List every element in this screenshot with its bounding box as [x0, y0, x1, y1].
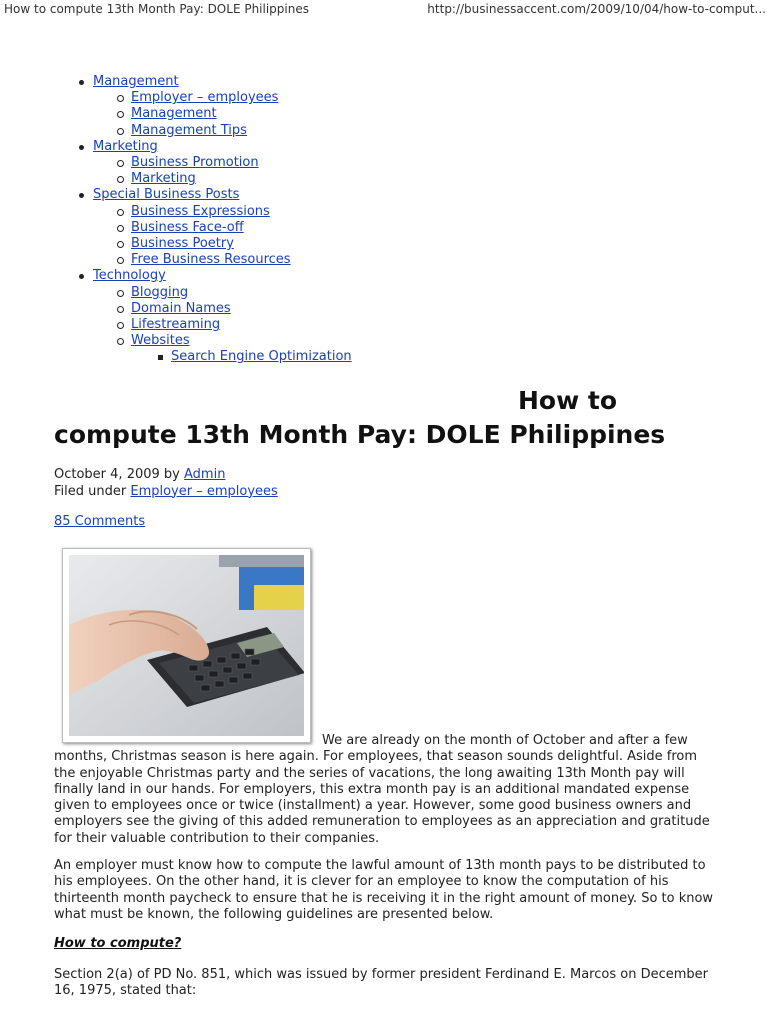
article-title-line1: How to [518, 386, 618, 415]
post-date-line [54, 467, 278, 484]
circle-bullet-icon [117, 176, 124, 183]
nav-link-business-promotion[interactable]: Business Promotion [131, 155, 259, 171]
nav-subitem [0, 317, 768, 333]
nav-link-websites[interactable]: Websites [131, 333, 190, 349]
author-link[interactable]: Admin [184, 467, 226, 482]
bullet-icon [79, 274, 84, 279]
nav-link-employer-employees[interactable]: Employer – employees [131, 90, 279, 106]
nav-link-free-business-resources[interactable]: Free Business Resources [131, 252, 291, 268]
nav-link-management[interactable]: Management [93, 74, 179, 89]
nav-subitem [0, 301, 768, 317]
post-date: October 4, 2009 [54, 467, 160, 482]
category-link[interactable]: Employer – employees [130, 483, 278, 499]
nav-link-lifestreaming[interactable]: Lifestreaming [131, 317, 221, 333]
paragraph-intro [54, 733, 716, 847]
page-header [0, 2, 768, 18]
nav-subitem [0, 285, 768, 301]
nav-subitem [0, 90, 768, 106]
calculator-photo [62, 548, 311, 743]
circle-bullet-icon [117, 209, 124, 216]
calculator-image [69, 555, 304, 736]
filed-under-line [54, 484, 278, 501]
nav-subitem [0, 333, 768, 349]
circle-bullet-icon [117, 160, 124, 167]
header-url: http://businessaccent.com/2009/10/04/how-to-comput... [427, 2, 766, 16]
how-to-compute-heading [54, 936, 181, 951]
circle-bullet-icon [117, 290, 124, 297]
header-title: How to compute 13th Month Pay: DOLE Philippines [4, 2, 309, 16]
circle-bullet-icon [117, 306, 124, 313]
article-title-line2: compute 13th Month Pay: DOLE Philippines [54, 420, 666, 449]
circle-bullet-icon [117, 128, 124, 135]
nav-subitem [0, 252, 768, 268]
nav-link-search-engine-optimization[interactable]: Search Engine Optimization [171, 349, 352, 365]
bullet-icon [79, 193, 84, 198]
circle-bullet-icon [117, 241, 124, 248]
category-nav [0, 74, 768, 366]
post-meta [54, 467, 278, 500]
post-by: by [163, 467, 180, 482]
nav-item-management [0, 74, 768, 90]
paragraph-section: Section 2(a) of PD No. 851, which was issued by former president Ferdinand E. Marcos on December 16, 1975, stated that: [54, 967, 708, 999]
bullet-icon [79, 80, 84, 85]
nav-link-business-poetry[interactable]: Business Poetry [131, 236, 234, 252]
nav-item-marketing [0, 139, 768, 155]
filed-under-label: Filed under [54, 483, 127, 499]
nav-subitem [0, 123, 768, 139]
nav-link-blogging[interactable]: Blogging [131, 284, 189, 300]
paragraph-computation: An employer must know how to compute the lawful amount of 13th month pays to be distributed to his employees. On the other hand, it is clever for an employee to know the computation of his thirteenth month paycheck to ensure that he is receiving it in the right amount of money. So to know what must be known, the following guidelines are presented below. [54, 858, 714, 922]
nav-subsubitem [0, 349, 768, 365]
nav-link-business-face-off[interactable]: Business Face-off [131, 219, 244, 235]
nav-link-special-business-posts[interactable]: Special Business Posts [93, 187, 240, 203]
circle-bullet-icon [117, 95, 124, 102]
paragraph-intro-text: We are already on the month of October and after a few months, Christmas season is here again. For employees, that season sounds delightful. Aside from the enjoyable Christmas party and the series of vacations, the long awaiting 13th Month pay will finally land in our hands. For employers, this extra month pay is an additional mandated expense given to employees once or twice (installment) a year. However, some good business owners and employers see the giving of this added remuneration to employees as an appreciation and gratitude for their valuable contribution to their companies. [54, 733, 710, 846]
article-title [54, 384, 734, 452]
nav-link-business-expressions[interactable]: Business Expressions [131, 203, 270, 219]
nav-subitem [0, 171, 768, 187]
nav-link-technology[interactable]: Technology [93, 268, 166, 284]
how-to-compute-link[interactable]: How to compute? [54, 936, 182, 951]
comments-link[interactable]: 85 Comments [54, 514, 146, 529]
nav-item-special-business-posts [0, 187, 768, 203]
nav-subitem [0, 236, 768, 252]
nav-link-marketing[interactable]: Marketing [93, 138, 158, 154]
bullet-icon [79, 145, 84, 150]
nav-subitem [0, 106, 768, 122]
circle-bullet-icon [117, 322, 124, 329]
nav-link-management-tips[interactable]: Management Tips [131, 122, 247, 138]
comments-count [54, 514, 145, 529]
square-bullet-icon [158, 355, 163, 360]
nav-subitem [0, 204, 768, 220]
circle-bullet-icon [117, 257, 124, 264]
circle-bullet-icon [117, 225, 124, 232]
nav-subitem [0, 220, 768, 236]
circle-bullet-icon [117, 338, 124, 345]
nav-link-domain-names[interactable]: Domain Names [131, 300, 231, 316]
nav-link-management-sub[interactable]: Management [131, 106, 217, 122]
nav-subitem [0, 155, 768, 171]
nav-link-marketing-sub[interactable]: Marketing [131, 171, 196, 187]
circle-bullet-icon [117, 111, 124, 118]
nav-item-technology [0, 268, 768, 284]
